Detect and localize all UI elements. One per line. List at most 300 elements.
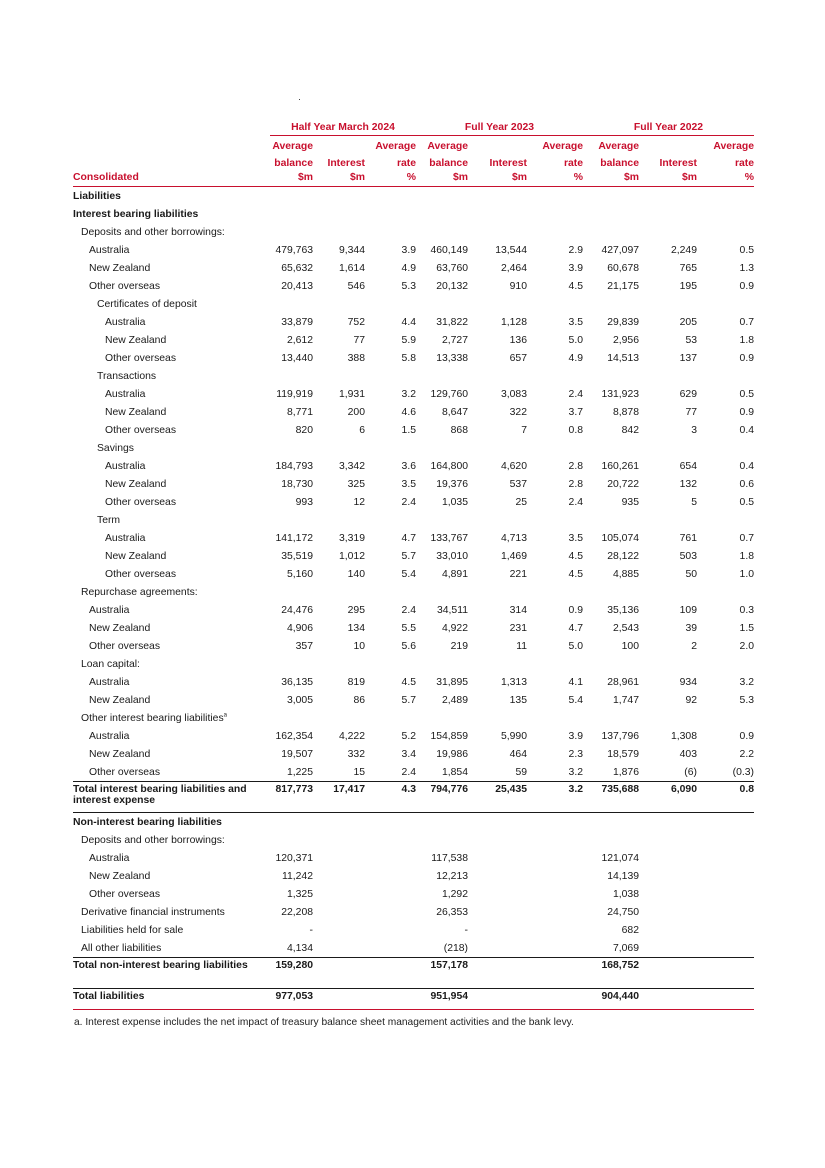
value-cell: 29,839	[607, 316, 639, 328]
value-cell: 231	[509, 622, 527, 634]
value-cell	[416, 223, 468, 241]
table-row	[73, 475, 754, 493]
col-head-average: Average	[598, 140, 639, 152]
value-cell	[527, 439, 583, 457]
value-cell	[527, 511, 583, 529]
value-cell: 464	[509, 748, 527, 760]
value-cell	[527, 867, 583, 885]
value-cell: 60,678	[607, 262, 639, 274]
value-cell: 904,440	[583, 989, 639, 1010]
value-cell: 5	[691, 496, 697, 508]
value-cell: 460,149	[430, 244, 468, 256]
row-label-text: New Zealand	[89, 870, 151, 882]
table-row	[73, 727, 754, 745]
value-cell: 1.8	[739, 334, 754, 346]
value-cell	[313, 885, 365, 903]
row-label	[73, 565, 270, 583]
col-head-balance: balance	[600, 157, 639, 169]
value-cell: 154,859	[430, 730, 468, 742]
value-cell	[697, 849, 754, 867]
table-row	[73, 849, 754, 867]
table-row	[73, 637, 754, 655]
value-cell: 0.6	[739, 478, 754, 490]
value-cell	[468, 813, 527, 832]
value-cell: 761	[679, 532, 697, 544]
value-cell: 120,371	[275, 852, 313, 864]
section-heading-row	[73, 205, 754, 223]
row-label-text: Deposits and other borrowings:	[81, 226, 225, 238]
row-label-text: Australia	[89, 604, 130, 616]
value-cell	[313, 709, 365, 727]
row-label-text: Other interest bearing liabilities	[81, 712, 224, 724]
value-cell: 0.5	[739, 244, 754, 256]
value-cell	[270, 223, 313, 241]
row-label	[73, 727, 270, 745]
row-label-text: Non-interest bearing liabilities	[73, 816, 222, 828]
value-cell: 59	[515, 766, 527, 778]
value-cell	[416, 709, 468, 727]
value-cell	[697, 367, 754, 385]
value-cell: 109	[679, 604, 697, 616]
table-row	[73, 259, 754, 277]
row-label	[73, 313, 270, 331]
row-label-text: Repurchase agreements:	[81, 586, 198, 598]
value-cell: 35,136	[607, 604, 639, 616]
value-cell: 910	[509, 280, 527, 292]
row-label-text: Other overseas	[105, 424, 177, 436]
value-cell	[468, 439, 527, 457]
value-cell	[270, 511, 313, 529]
value-cell	[468, 223, 527, 241]
value-cell	[365, 367, 416, 385]
value-cell: 735,688	[583, 782, 639, 813]
row-label	[73, 385, 270, 403]
value-cell: 18,730	[281, 478, 313, 490]
value-cell: 3.2	[401, 388, 416, 400]
period-group-header-row	[73, 120, 754, 136]
value-cell	[527, 989, 583, 1010]
value-cell: 3,005	[286, 694, 313, 706]
value-cell: 0.9	[739, 352, 754, 364]
value-cell	[639, 958, 697, 989]
value-cell: 200	[347, 406, 365, 418]
row-label-text: New Zealand	[89, 622, 151, 634]
row-label	[73, 989, 270, 1010]
value-cell	[527, 813, 583, 832]
value-cell: 5.3	[739, 694, 754, 706]
row-label	[73, 547, 270, 565]
value-cell: 3.2	[527, 782, 583, 813]
value-cell: 295	[347, 604, 365, 616]
value-cell: 3.2	[739, 676, 754, 688]
row-label-text: Interest bearing liabilities	[73, 208, 199, 220]
col-head-average: Average	[272, 140, 313, 152]
value-cell: 314	[509, 604, 527, 616]
table-row	[73, 903, 754, 921]
value-cell: 25,435	[468, 782, 527, 813]
value-cell	[697, 439, 754, 457]
row-label	[73, 277, 270, 295]
value-cell	[313, 439, 365, 457]
value-cell: 0.7	[739, 532, 754, 544]
value-cell: 5.3	[401, 280, 416, 292]
value-cell: 427,097	[601, 244, 639, 256]
row-label-text: Australia	[105, 460, 146, 472]
table-row	[73, 673, 754, 691]
value-cell	[527, 885, 583, 903]
value-cell: 8,771	[286, 406, 313, 418]
value-cell: 322	[509, 406, 527, 418]
value-cell: 325	[347, 478, 365, 490]
value-cell: 4,885	[612, 568, 639, 580]
value-cell: 2.4	[401, 496, 416, 508]
value-cell: 4,620	[500, 460, 527, 472]
value-cell: 2.8	[568, 460, 583, 472]
value-cell: 134	[347, 622, 365, 634]
average-balance-liabilities-table	[73, 120, 754, 1010]
value-cell: 136	[509, 334, 527, 346]
row-label-text: Other overseas	[89, 888, 161, 900]
value-cell	[416, 205, 468, 223]
value-cell	[697, 709, 754, 727]
group-header-fy-2023: Full Year 2023	[416, 120, 583, 136]
value-cell: 24,476	[281, 604, 313, 616]
value-cell: (0.3)	[732, 766, 754, 778]
value-cell: 205	[679, 316, 697, 328]
value-cell	[639, 921, 697, 939]
row-label	[73, 439, 270, 457]
value-cell: 19,986	[436, 748, 468, 760]
value-cell: 0.9	[739, 406, 754, 418]
value-cell	[468, 583, 527, 601]
value-cell	[697, 813, 754, 832]
section-heading-row	[73, 655, 754, 673]
value-cell: 135	[509, 694, 527, 706]
value-cell: 1,747	[612, 694, 639, 706]
value-cell: 3.2	[568, 766, 583, 778]
value-cell: 4,922	[441, 622, 468, 634]
value-cell	[527, 849, 583, 867]
unit-label: $m	[270, 170, 313, 187]
section-heading-row	[73, 367, 754, 385]
value-cell: 8,647	[441, 406, 468, 418]
value-cell	[416, 655, 468, 673]
value-cell: 935	[621, 496, 639, 508]
value-cell: 28,122	[607, 550, 639, 562]
table-row	[73, 691, 754, 709]
table-row	[73, 885, 754, 903]
value-cell	[365, 939, 416, 958]
value-cell	[270, 295, 313, 313]
value-cell	[583, 439, 639, 457]
table-row	[73, 565, 754, 583]
row-label-text: Australia	[89, 676, 130, 688]
value-cell: 219	[450, 640, 468, 652]
value-cell: 21,175	[607, 280, 639, 292]
value-cell: 77	[353, 334, 365, 346]
section-heading-row	[73, 831, 754, 849]
value-cell: 1.5	[739, 622, 754, 634]
value-cell: 20,132	[436, 280, 468, 292]
value-cell	[313, 849, 365, 867]
row-label	[73, 601, 270, 619]
unit-label: $m	[639, 170, 697, 187]
value-cell	[639, 849, 697, 867]
row-label	[73, 813, 270, 832]
value-cell: 682	[621, 924, 639, 936]
value-cell: 5.7	[401, 550, 416, 562]
value-cell: 86	[353, 694, 365, 706]
section-heading-row	[73, 439, 754, 457]
unit-label: $m	[416, 170, 468, 187]
value-cell	[527, 903, 583, 921]
value-cell	[313, 831, 365, 849]
value-cell	[697, 831, 754, 849]
value-cell	[313, 187, 365, 206]
value-cell: 164,800	[430, 460, 468, 472]
row-label-text: Total non-interest bearing liabilities	[73, 960, 248, 971]
value-cell: 5,160	[286, 568, 313, 580]
value-cell	[313, 921, 365, 939]
value-cell	[313, 223, 365, 241]
value-cell	[313, 583, 365, 601]
value-cell: 5.0	[568, 640, 583, 652]
value-cell: 2.4	[401, 766, 416, 778]
section-heading-row	[73, 583, 754, 601]
row-label-text: Liabilities	[73, 190, 121, 202]
value-cell	[313, 205, 365, 223]
value-cell	[583, 187, 639, 206]
value-cell: 403	[679, 748, 697, 760]
row-label	[73, 903, 270, 921]
value-cell: 4.3	[365, 782, 416, 813]
value-cell	[313, 367, 365, 385]
value-cell: 2,543	[612, 622, 639, 634]
value-cell: 4,134	[286, 942, 313, 954]
row-label	[73, 367, 270, 385]
value-cell	[270, 583, 313, 601]
value-cell: 168,752	[583, 958, 639, 989]
value-cell: 2.2	[739, 748, 754, 760]
value-cell: 1.5	[401, 424, 416, 436]
value-cell: 137	[679, 352, 697, 364]
value-cell: 162,354	[275, 730, 313, 742]
value-cell: 752	[347, 316, 365, 328]
value-cell: 1,854	[441, 766, 468, 778]
value-cell	[416, 511, 468, 529]
value-cell: 160,261	[601, 460, 639, 472]
value-cell	[697, 921, 754, 939]
row-label-text: Australia	[105, 532, 146, 544]
value-cell: 19,376	[436, 478, 468, 490]
value-cell: 35,519	[281, 550, 313, 562]
value-cell	[313, 867, 365, 885]
value-cell	[697, 867, 754, 885]
row-label-text: Loan capital:	[81, 658, 140, 670]
value-cell: 13,440	[281, 352, 313, 364]
value-cell	[365, 439, 416, 457]
row-label	[73, 475, 270, 493]
value-cell	[639, 885, 697, 903]
value-cell: 20,722	[607, 478, 639, 490]
row-label	[73, 295, 270, 313]
row-label	[73, 673, 270, 691]
value-cell	[365, 655, 416, 673]
value-cell: 4.5	[568, 550, 583, 562]
value-cell	[639, 205, 697, 223]
value-cell	[639, 223, 697, 241]
value-cell: 3.6	[401, 460, 416, 472]
row-label-text: New Zealand	[105, 478, 167, 490]
value-cell: 4.9	[568, 352, 583, 364]
col-head-blank	[313, 136, 365, 154]
value-cell	[697, 295, 754, 313]
value-cell: 977,053	[270, 989, 313, 1010]
value-cell: 10	[353, 640, 365, 652]
row-label-text: Australia	[105, 316, 146, 328]
value-cell: 388	[347, 352, 365, 364]
value-cell: 537	[509, 478, 527, 490]
value-cell: 2.9	[568, 244, 583, 256]
value-cell: 2.3	[568, 748, 583, 760]
row-label	[73, 619, 270, 637]
value-cell: 119,919	[276, 388, 313, 400]
value-cell: 2.4	[401, 604, 416, 616]
row-label-text: Other overseas	[89, 280, 161, 292]
value-cell	[313, 295, 365, 313]
value-cell: 13,544	[495, 244, 527, 256]
value-cell	[697, 583, 754, 601]
table-row	[73, 385, 754, 403]
value-cell	[468, 867, 527, 885]
value-cell: 22,208	[281, 906, 313, 918]
table-row	[73, 277, 754, 295]
value-cell	[527, 223, 583, 241]
value-cell	[270, 205, 313, 223]
col-head-interest: Interest	[327, 157, 365, 169]
value-cell: 13,338	[436, 352, 468, 364]
table-row	[73, 241, 754, 259]
unit-label: $m	[583, 170, 639, 187]
group-header-hy-mar-2024: Half Year March 2024	[270, 120, 416, 136]
value-cell: 1,313	[500, 676, 527, 688]
value-cell: -	[464, 924, 468, 936]
value-cell: 951,954	[416, 989, 468, 1010]
unit-label: %	[527, 170, 583, 187]
value-cell: 3.9	[568, 730, 583, 742]
col-head-rate: rate	[396, 157, 416, 169]
value-cell: 137,796	[601, 730, 639, 742]
row-label-text: All other liabilities	[81, 942, 162, 954]
table-row	[73, 763, 754, 782]
value-cell	[639, 831, 697, 849]
value-cell	[416, 583, 468, 601]
row-label	[73, 349, 270, 367]
value-cell: 2,249	[670, 244, 697, 256]
value-cell: 4,222	[338, 730, 365, 742]
row-label	[73, 223, 270, 241]
value-cell	[697, 989, 754, 1010]
row-label-text: Other overseas	[105, 352, 177, 364]
stray-dot	[299, 99, 300, 100]
value-cell: 2.4	[568, 496, 583, 508]
value-cell	[527, 295, 583, 313]
value-cell	[527, 921, 583, 939]
value-cell: 765	[679, 262, 697, 274]
row-label-text: Term	[97, 514, 121, 526]
value-cell	[313, 511, 365, 529]
row-label	[73, 493, 270, 511]
value-cell: 26,353	[436, 906, 468, 918]
group-header-fy-2022: Full Year 2022	[583, 120, 754, 136]
value-cell: 657	[509, 352, 527, 364]
value-cell: 141,172	[275, 532, 313, 544]
value-cell: 92	[685, 694, 697, 706]
value-cell	[270, 831, 313, 849]
value-cell	[468, 921, 527, 939]
value-cell: 629	[679, 388, 697, 400]
value-cell	[583, 831, 639, 849]
row-label	[73, 457, 270, 475]
value-cell: 5.7	[401, 694, 416, 706]
value-cell: 1,614	[338, 262, 365, 274]
value-cell: 5.0	[568, 334, 583, 346]
row-label-text: Australia	[89, 730, 130, 742]
value-cell: 4.1	[568, 676, 583, 688]
value-cell	[270, 439, 313, 457]
value-cell: 140	[347, 568, 365, 580]
value-cell: 3,083	[500, 388, 527, 400]
value-cell: 18,579	[607, 748, 639, 760]
value-cell	[527, 583, 583, 601]
table-row	[73, 745, 754, 763]
value-cell: 654	[679, 460, 697, 472]
value-cell: 121,074	[601, 852, 639, 864]
value-cell: 117,538	[431, 852, 468, 864]
column-header-row-2	[73, 153, 754, 170]
value-cell: (218)	[443, 942, 468, 954]
value-cell: 1.3	[739, 262, 754, 274]
value-cell	[468, 989, 527, 1010]
col-head-blank	[639, 136, 697, 154]
value-cell: 5.5	[401, 622, 416, 634]
value-cell: 6,090	[639, 782, 697, 813]
value-cell	[639, 511, 697, 529]
value-cell: 0.8	[568, 424, 583, 436]
value-cell	[697, 958, 754, 989]
value-cell: 3.5	[401, 478, 416, 490]
value-cell	[416, 439, 468, 457]
value-cell: 31,822	[436, 316, 468, 328]
value-cell	[468, 903, 527, 921]
value-cell	[639, 813, 697, 832]
value-cell	[639, 903, 697, 921]
col-head-average: Average	[713, 140, 754, 152]
table-body	[73, 187, 754, 1010]
value-cell: 129,760	[430, 388, 468, 400]
value-cell	[468, 885, 527, 903]
value-cell	[416, 295, 468, 313]
row-label-text: Other overseas	[105, 568, 177, 580]
value-cell	[583, 511, 639, 529]
value-cell	[583, 223, 639, 241]
footnote-marker: a	[223, 712, 227, 719]
row-label	[73, 885, 270, 903]
value-cell	[365, 849, 416, 867]
table-row	[73, 601, 754, 619]
row-label-text: Total liabilities	[73, 991, 145, 1002]
value-cell: 157,178	[416, 958, 468, 989]
